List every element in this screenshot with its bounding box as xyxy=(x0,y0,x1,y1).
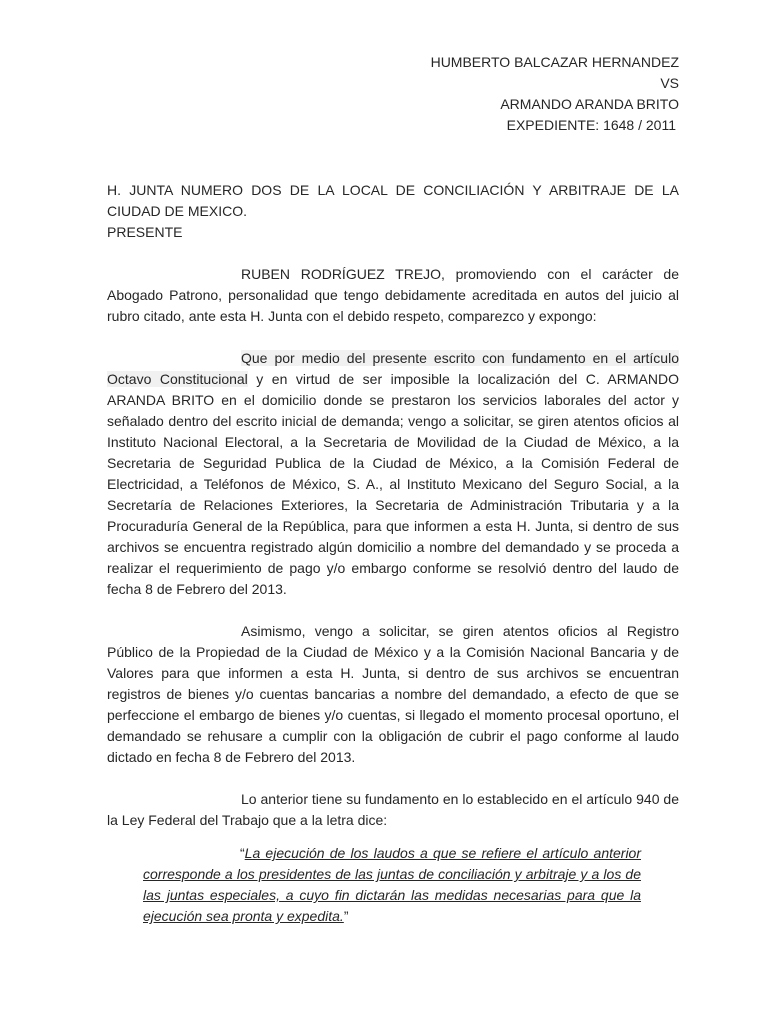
quote-open-mark: “ xyxy=(240,845,245,861)
highlighted-text: Que por medio del presente escrito con fundamento en el artículo Octavo Constitucional xyxy=(107,350,679,387)
plaintiff-name: HUMBERTO BALCAZAR HERNANDEZ xyxy=(430,54,679,70)
request-text: y en virtud de ser imposible la localización del C. ARMANDO ARANDA BRITO en el domicilio donde se prestaron los servicios laborales del actor y señalado dentro del escrito inicial de demanda; vengo a solicitar, se giren atentos oficios al Instituto Nacional Electoral, a la Secretaria de Movilidad de la Ciudad de México, a la Secretaria de Seguridad Publica de la Ciudad de México, a la Comisión Federal de Electricidad, a Teléfonos de México, S. A., al Instituto Mexicano del Seguro Social, a la Secretaría de Relaciones Exteriores, la Secretaria de Administración Tributaria y a la Procuraduría General de la República, para que informen a esta H. Junta, si dentro de sus archivos se encuentra registrado algún domicilio a nombre del demandado y se proceda a realizar el requerimiento de pago y/o embargo conforme se resolvió dentro del laudo de fecha 8 de Febrero del 2013. xyxy=(107,371,679,597)
request-paragraph xyxy=(107,348,679,600)
case-header xyxy=(279,52,679,136)
quote-text: La ejecución de los laudos a que se refiere el artículo anterior corresponde a los presidentes de las juntas de conciliación y arbitraje y a los de las juntas especiales, a cuyo fin dictarán las medidas necesarias para que la ejecución sea pronta y expedita. xyxy=(143,845,641,924)
defendant-name: ARMANDO ARANDA BRITO xyxy=(500,96,679,112)
presente-label: PRESENTE xyxy=(107,224,183,240)
intro-paragraph xyxy=(107,264,679,327)
quote-close-mark: ” xyxy=(343,908,349,924)
versus-label: VS xyxy=(660,75,679,91)
article-quote xyxy=(143,843,641,927)
lawyer-name: RUBEN RODRÍGUEZ TREJO, xyxy=(241,266,445,282)
addressee-line: H. JUNTA NUMERO DOS DE LA LOCAL DE CONCILIACIÓN Y ARBITRAJE DE LA CIUDAD DE MEXICO. xyxy=(107,182,679,219)
intro-text: promoviendo con el carácter de Abogado Patrono, personalidad que tengo debidamente acreditada en autos del juicio al rubro citado, ante esta H. Junta con el debido respeto, comparezco y expongo: xyxy=(107,266,679,324)
registry-request-paragraph: Asimismo, vengo a solicitar, se giren atentos oficios al Registro Público de la Propiedad de la Ciudad de México y a la Comisión Nacional Bancaria y de Valores para que informen a esta H. Junta, si dentro de sus archivos se encuentran registros de bienes y/o cuentas bancarias a nombre del demandado, a efecto de que se perfeccione el embargo de bienes y/o cuentas, si llegado el momento procesal oportuno, el demandado se rehusare a cumplir con la obligación de cubrir el pago conforme al laudo dictado en fecha 8 de Febrero del 2013. xyxy=(107,623,679,765)
case-file-number: EXPEDIENTE: 1648 / 2011 xyxy=(506,117,676,133)
legal-basis-paragraph: Lo anterior tiene su fundamento en lo establecido en el artículo 940 de la Ley Federal del Trabajo que a la letra dice: xyxy=(107,791,679,828)
document-body xyxy=(107,180,679,927)
